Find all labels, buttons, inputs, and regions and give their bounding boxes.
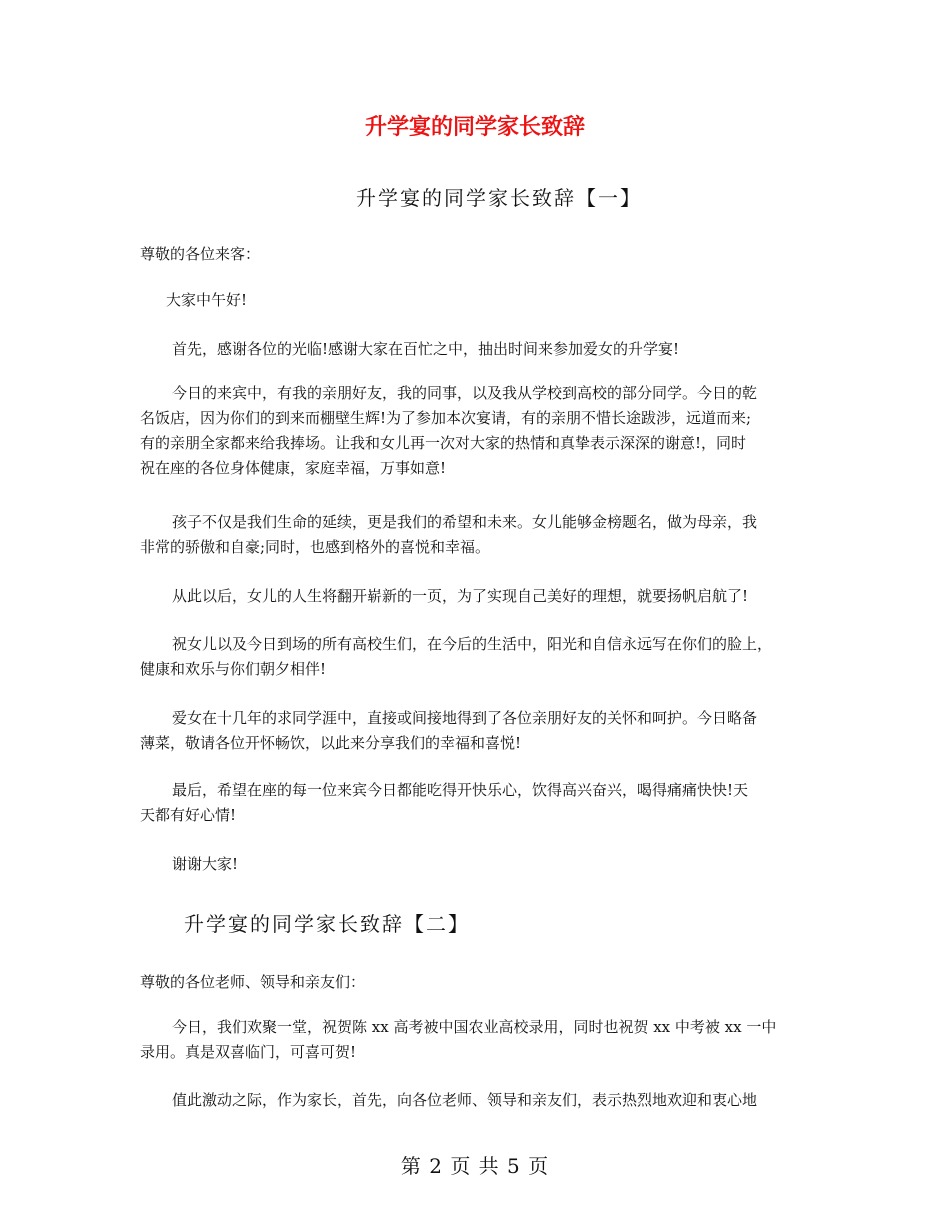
paragraph-line: 祝在座的各位身体健康，家庭幸福，万事如意! bbox=[140, 459, 447, 477]
paragraph-line: 名饭店，因为你们的到来而棚壁生辉!为了参加本次宴请，有的亲朋不惜长途跋涉，远道而来; bbox=[140, 409, 752, 427]
paragraph-line: 天都有好心情! bbox=[140, 806, 237, 824]
page-title: 升学宴的同学家长致辞 bbox=[364, 115, 585, 140]
salutation-1: 尊敬的各位来客： bbox=[140, 245, 261, 263]
paragraph-thanks-all bbox=[140, 852, 820, 877]
paragraph-guests bbox=[140, 381, 820, 481]
paragraph-line: 值此激动之际，作为家长，首先，向各位老师、领导和亲友们，表示热烈地欢迎和衷心地 bbox=[172, 1091, 758, 1109]
paragraph-congratulations bbox=[140, 1015, 820, 1065]
section-heading-2: 升学宴的同学家长致辞【二】 bbox=[184, 912, 470, 936]
paragraph-line: 祝女儿以及今日到场的所有高校生们，在今后的生活中，阳光和自信永远写在你们的脸上， bbox=[172, 635, 773, 653]
paragraph-line: 谢谢大家! bbox=[172, 855, 239, 873]
paragraph-thanks bbox=[140, 337, 852, 362]
paragraph-line: 孩子不仅是我们生命的延续，更是我们的希望和未来。女儿能够金榜题名，做为母亲，我 bbox=[172, 513, 758, 531]
greeting: 大家中午好! bbox=[166, 291, 248, 309]
salutation-2: 尊敬的各位老师、领导和亲友们： bbox=[140, 973, 366, 991]
paragraph-line: 今日的来宾中，有我的亲朋好友，我的同事，以及我从学校到高校的部分同学。今日的乾 bbox=[172, 384, 758, 402]
paragraph-gratitude bbox=[140, 706, 820, 756]
section-heading-1: 升学宴的同学家长致辞【一】 bbox=[356, 186, 642, 210]
paragraph-line: 最后，希望在座的每一位来宾今日都能吃得开快乐心，饮得高兴奋兴，喝得痛痛快快!天 bbox=[172, 781, 749, 799]
paragraph-welcome bbox=[140, 1088, 820, 1113]
paragraph-line: 有的亲朋全家都来给我捧场。让我和女儿再一次对大家的热情和真挚表示深深的谢意!，同时 bbox=[140, 434, 747, 452]
page-footer: 第 2 页 共 5 页 bbox=[400, 1154, 550, 1178]
paragraph-line: 非常的骄傲和自豪;同时，也感到格外的喜悦和幸福。 bbox=[140, 538, 491, 556]
paragraph-line: 爱女在十几年的求同学涯中，直接或间接地得到了各位亲朋好友的关怀和呵护。今日略备 bbox=[172, 709, 758, 727]
paragraph-line: 今日，我们欢聚一堂，祝贺陈 xx 高考被中国农业高校录用，同时也祝贺 xx 中考被 xx 一中 bbox=[172, 1018, 777, 1036]
paragraph-children bbox=[140, 510, 820, 560]
paragraph-line: 薄菜，敬请各位开怀畅饮，以此来分享我们的幸福和喜悦! bbox=[140, 734, 522, 752]
paragraph-line: 从此以后，女儿的人生将翻开崭新的一页，为了实现自己美好的理想，就要扬帆启航了! bbox=[172, 587, 749, 605]
paragraph-line: 首先，感谢各位的光临!感谢大家在百忙之中，抽出时间来参加爱女的升学宴! bbox=[172, 340, 680, 358]
paragraph-wishes bbox=[140, 632, 820, 682]
paragraph-future bbox=[140, 584, 820, 609]
paragraph-finally bbox=[140, 778, 820, 828]
paragraph-line: 健康和欢乐与你们朝夕相伴! bbox=[140, 660, 327, 678]
paragraph-line: 录用。真是双喜临门，可喜可贺! bbox=[140, 1043, 357, 1061]
